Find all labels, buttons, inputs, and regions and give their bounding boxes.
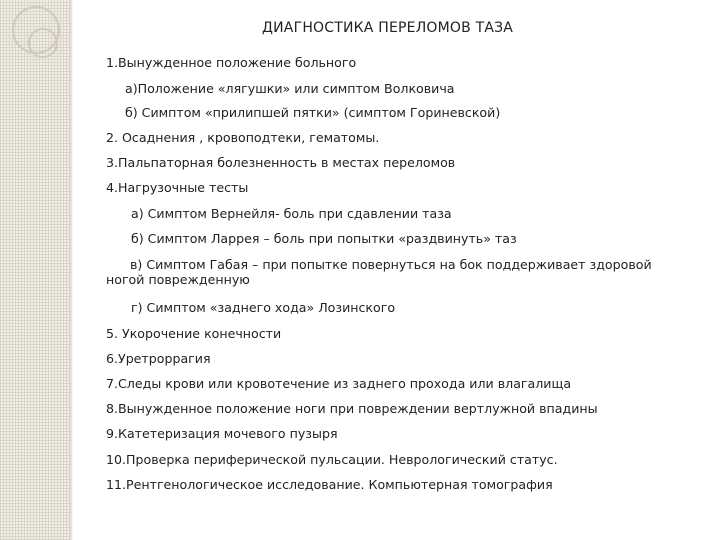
list-item-9: 9.Катетеризация мочевого пузыря bbox=[106, 426, 338, 441]
side-panel-edge bbox=[70, 0, 73, 540]
list-item-2: 2. Осаднения , кровоподтеки, гематомы. bbox=[106, 130, 380, 145]
decorative-ring-small bbox=[28, 28, 58, 58]
list-item-5: 5. Укорочение конечности bbox=[106, 326, 282, 341]
list-subitem-4a: а) Симптом Вернейля- боль при сдавлении таза bbox=[131, 206, 452, 221]
list-item-6: 6.Уретроррагия bbox=[106, 351, 211, 366]
list-item-11: 11.Рентгенологическое исследование. Компьютерная томография bbox=[106, 477, 553, 492]
slide-title: ДИАГНОСТИКА ПЕРЕЛОМОВ ТАЗА bbox=[262, 20, 514, 36]
list-subitem-4d: г) Симптом «заднего хода» Лозинского bbox=[131, 300, 396, 315]
list-item-1: 1.Вынужденное положение больного bbox=[106, 55, 357, 70]
list-item-3: 3.Пальпаторная болезненность в местах переломов bbox=[106, 155, 456, 170]
list-subitem-1b: б) Симптом «прилипшей пятки» (симптом Гориневской) bbox=[125, 105, 501, 120]
list-item-4: 4.Нагрузочные тесты bbox=[106, 180, 249, 195]
side-texture-panel bbox=[0, 0, 70, 540]
list-subitem-4b: б) Симптом Ларрея – боль при попытки «раздвинуть» таз bbox=[131, 231, 517, 246]
list-item-7: 7.Следы крови или кровотечение из заднего прохода или влагалища bbox=[106, 376, 572, 391]
list-item-10: 10.Проверка периферической пульсации. Неврологический статус. bbox=[106, 452, 558, 467]
list-item-8: 8.Вынужденное положение ноги при повреждении вертлужной впадины bbox=[106, 401, 598, 416]
list-subitem-1a: а)Положение «лягушки» или симптом Волковича bbox=[125, 81, 455, 96]
list-subitem-4c: в) Симптом Габая – при попытке повернуться на бок поддерживает здоровой ногой поврежденную bbox=[106, 257, 652, 287]
